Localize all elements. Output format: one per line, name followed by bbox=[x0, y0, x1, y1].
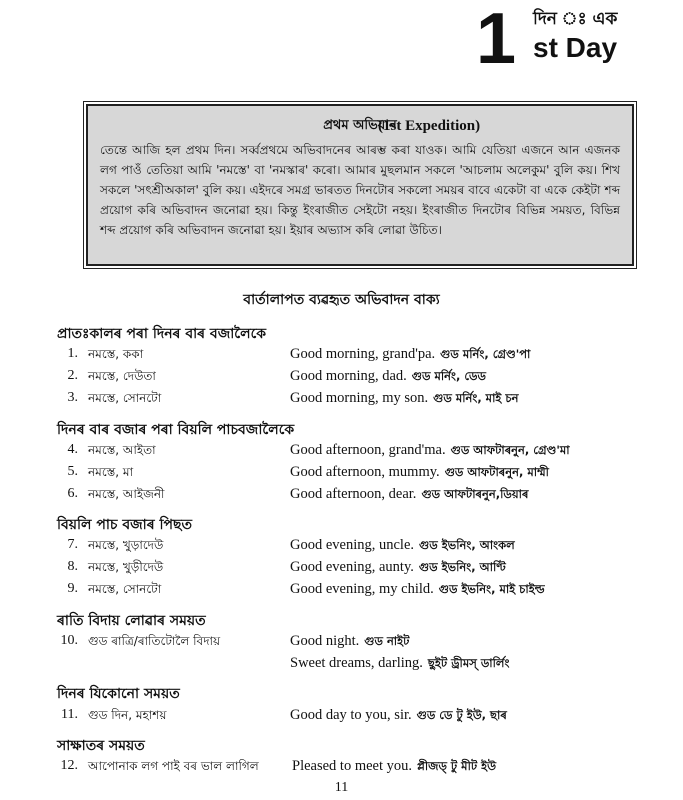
assamese-phrase: নমস্তে, সোনটো bbox=[88, 582, 162, 596]
section-title: প্ৰাতঃকালৰ পৰা দিনৰ বাৰ বজালৈকে bbox=[57, 326, 267, 342]
transliteration: গুড আফটাৰনুন, গ্ৰেণ্ড'মা bbox=[450, 443, 570, 457]
transliteration: গুড মৰ্নিং, ডেড bbox=[411, 369, 486, 383]
row-number: 2. bbox=[67, 368, 78, 383]
phrase-row bbox=[0, 486, 683, 508]
row-number: 5. bbox=[67, 464, 78, 479]
assamese-phrase: গুড ৰাত্ৰি/ৰাতিটোলৈ বিদায় bbox=[88, 634, 221, 648]
intro-text: তেন্তে আজি হল প্ৰথম দিন। সৰ্ব্বপ্ৰথমে অভিবাদনেৰ আৰম্ভ কৰা যাওক। আমি যেতিয়া এজনে আন এজনক লগ পাওঁ তেতিয়া আমি 'নমস্তে' বা 'নমস্কাৰ' কৰো। আমাৰ মুছলমান সকলে 'আচলাম অলেকুম' বুলি কয়। শিখ সকলে 'সৎশ্ৰীঅকাল' বুলি কয়। এইদৰে সমগ্ৰ ভাৰতত দিনটোৰ সকলো সময়ৰ বাবে একেটা বা একে কেইটা শব্দ প্ৰয়োগ কৰি অভিবাদন জনোৱা হয়। কিন্তু ইংৰাজীত সেইটো নহয়। ইংৰাজীত দিনটোৰ বিভিন্ন সময়ত, বিভিন্ন শব্দ প্ৰয়োগ কৰি অভিবাদন জনোৱা হয়। ইয়াৰ অভ্যাস কৰি লোৱা উচিত। bbox=[100, 143, 620, 237]
transliteration: গুড ইভনিং, মাই চাইল্ড bbox=[438, 582, 545, 596]
english-phrase: Good evening, aunty. গুড ইভনিং, আণ্টি bbox=[290, 559, 506, 575]
section-title: সাক্ষাতৰ সময়ত bbox=[57, 738, 145, 754]
transliteration: গুড মৰ্নিং, মাই চন bbox=[433, 391, 519, 405]
phrase-row bbox=[0, 346, 683, 368]
assamese-phrase: আপোনাক লগ পাই বৰ ভাল লাগিল bbox=[88, 759, 259, 773]
phrase-row bbox=[0, 442, 683, 464]
assamese-phrase: নমস্তে, খুড়ীদেউ bbox=[88, 560, 164, 574]
assamese-phrase: নমস্তে, আইজনী bbox=[88, 487, 165, 501]
phrase-row bbox=[0, 464, 683, 486]
row-number: 8. bbox=[67, 559, 78, 574]
transliteration: ছুইট ড্ৰীমস্ ডাৰ্লিং bbox=[427, 656, 510, 670]
english-phrase: Good afternoon, grand'ma. গুড আফটাৰনুন, গ্ৰেণ্ড'মা bbox=[290, 442, 570, 458]
section-title: দিনৰ যিকোনো সময়ত bbox=[57, 686, 180, 702]
english-phrase: Good morning, grand'pa. গুড মৰ্নিং, গ্ৰেণ্ড'পা bbox=[290, 346, 531, 362]
phrase-row bbox=[0, 390, 683, 412]
phrase-row bbox=[0, 559, 683, 581]
phrase-row bbox=[0, 537, 683, 559]
transliteration: গুড মৰ্নিং, গ্ৰেণ্ড'পা bbox=[440, 347, 531, 361]
assamese-phrase: নমস্তে, আইতা bbox=[88, 443, 156, 457]
assamese-phrase: নমস্তে, খুড়াদেউ bbox=[88, 538, 164, 552]
page-number: 11 bbox=[334, 780, 349, 795]
row-number: 4. bbox=[67, 442, 78, 457]
day-label-english: st Day bbox=[533, 32, 618, 63]
english-phrase: Good night. গুড নাইট bbox=[290, 633, 410, 649]
phrase-row bbox=[0, 368, 683, 390]
english-phrase: Good afternoon, dear. গুড আফটাৰনুন,ডিয়াৰ bbox=[290, 486, 529, 502]
transliteration: গুড নাইট bbox=[364, 634, 410, 648]
english-phrase: Pleased to meet you. প্লীজড্ টু মীট ইউ bbox=[292, 758, 497, 774]
english-phrase: Sweet dreams, darling. ছুইট ড্ৰীমস্ ডাৰ্লিং bbox=[290, 655, 510, 671]
phrase-row bbox=[0, 758, 683, 780]
english-phrase: Good day to you, sir. গুড ডে টু ইউ, ছাৰ bbox=[290, 707, 507, 723]
transliteration: গুড ইভনিং, আণ্টি bbox=[418, 560, 506, 574]
english-phrase: Good evening, my child. গুড ইভনিং, মাই চাইল্ড bbox=[290, 581, 545, 597]
section-title: বিয়লি পাচ বজাৰ পিছত bbox=[57, 517, 192, 533]
phrase-row bbox=[0, 707, 683, 729]
page-header bbox=[0, 0, 683, 100]
transliteration: গুড আফটাৰনুন,ডিয়াৰ bbox=[421, 487, 529, 501]
day-number: 1 bbox=[476, 0, 515, 79]
assamese-phrase: নমস্তে, দেউতা bbox=[88, 369, 156, 383]
section-title: দিনৰ বাৰ বজাৰ পৰা বিয়লি পাচবজালৈকে bbox=[57, 422, 295, 438]
row-number: 11. bbox=[61, 707, 78, 722]
assamese-phrase: নমস্তে, মা bbox=[88, 465, 134, 479]
assamese-phrase: নমস্তে, সোনটো bbox=[88, 391, 162, 405]
day-label-bengali: দিন ঃ এক bbox=[533, 9, 618, 29]
row-number: 10. bbox=[60, 633, 78, 648]
english-phrase: Good afternoon, mummy. গুড আফটাৰনুন, মাম্মী bbox=[290, 464, 549, 480]
transliteration: প্লীজড্ টু মীট ইউ bbox=[417, 759, 497, 773]
transliteration: গুড ডে টু ইউ, ছাৰ bbox=[416, 708, 507, 722]
intro-title-english: (1st Expedition) bbox=[378, 118, 481, 134]
english-phrase: Good evening, uncle. গুড ইভনিং, আংকল bbox=[290, 537, 515, 553]
subheading: বাৰ্তালাপত ব্যৱহৃত অভিবাদন বাক্য bbox=[243, 292, 440, 308]
row-number: 3. bbox=[67, 390, 78, 405]
transliteration: গুড ইভনিং, আংকল bbox=[419, 538, 515, 552]
row-number: 6. bbox=[67, 486, 78, 501]
section-title: ৰাতি বিদায় লোৱাৰ সময়ত bbox=[57, 613, 206, 629]
row-number: 7. bbox=[67, 537, 78, 552]
intro-title bbox=[100, 116, 620, 136]
row-number: 12. bbox=[60, 758, 78, 773]
intro-box bbox=[86, 104, 634, 266]
phrase-row bbox=[0, 655, 683, 677]
assamese-phrase: গুড দিন, মহাশয় bbox=[88, 708, 167, 722]
phrase-row bbox=[0, 581, 683, 603]
english-phrase: Good morning, dad. গুড মৰ্নিং, ডেড bbox=[290, 368, 486, 384]
assamese-phrase: নমস্তে, ককা bbox=[88, 347, 144, 361]
row-number: 1. bbox=[67, 346, 78, 361]
phrase-row bbox=[0, 633, 683, 655]
intro-title-bengali: প্ৰথম অভিযান bbox=[323, 118, 397, 133]
english-phrase: Good morning, my son. গুড মৰ্নিং, মাই চন bbox=[290, 390, 519, 406]
transliteration: গুড আফটাৰনুন, মাম্মী bbox=[444, 465, 549, 479]
row-number: 9. bbox=[67, 581, 78, 596]
